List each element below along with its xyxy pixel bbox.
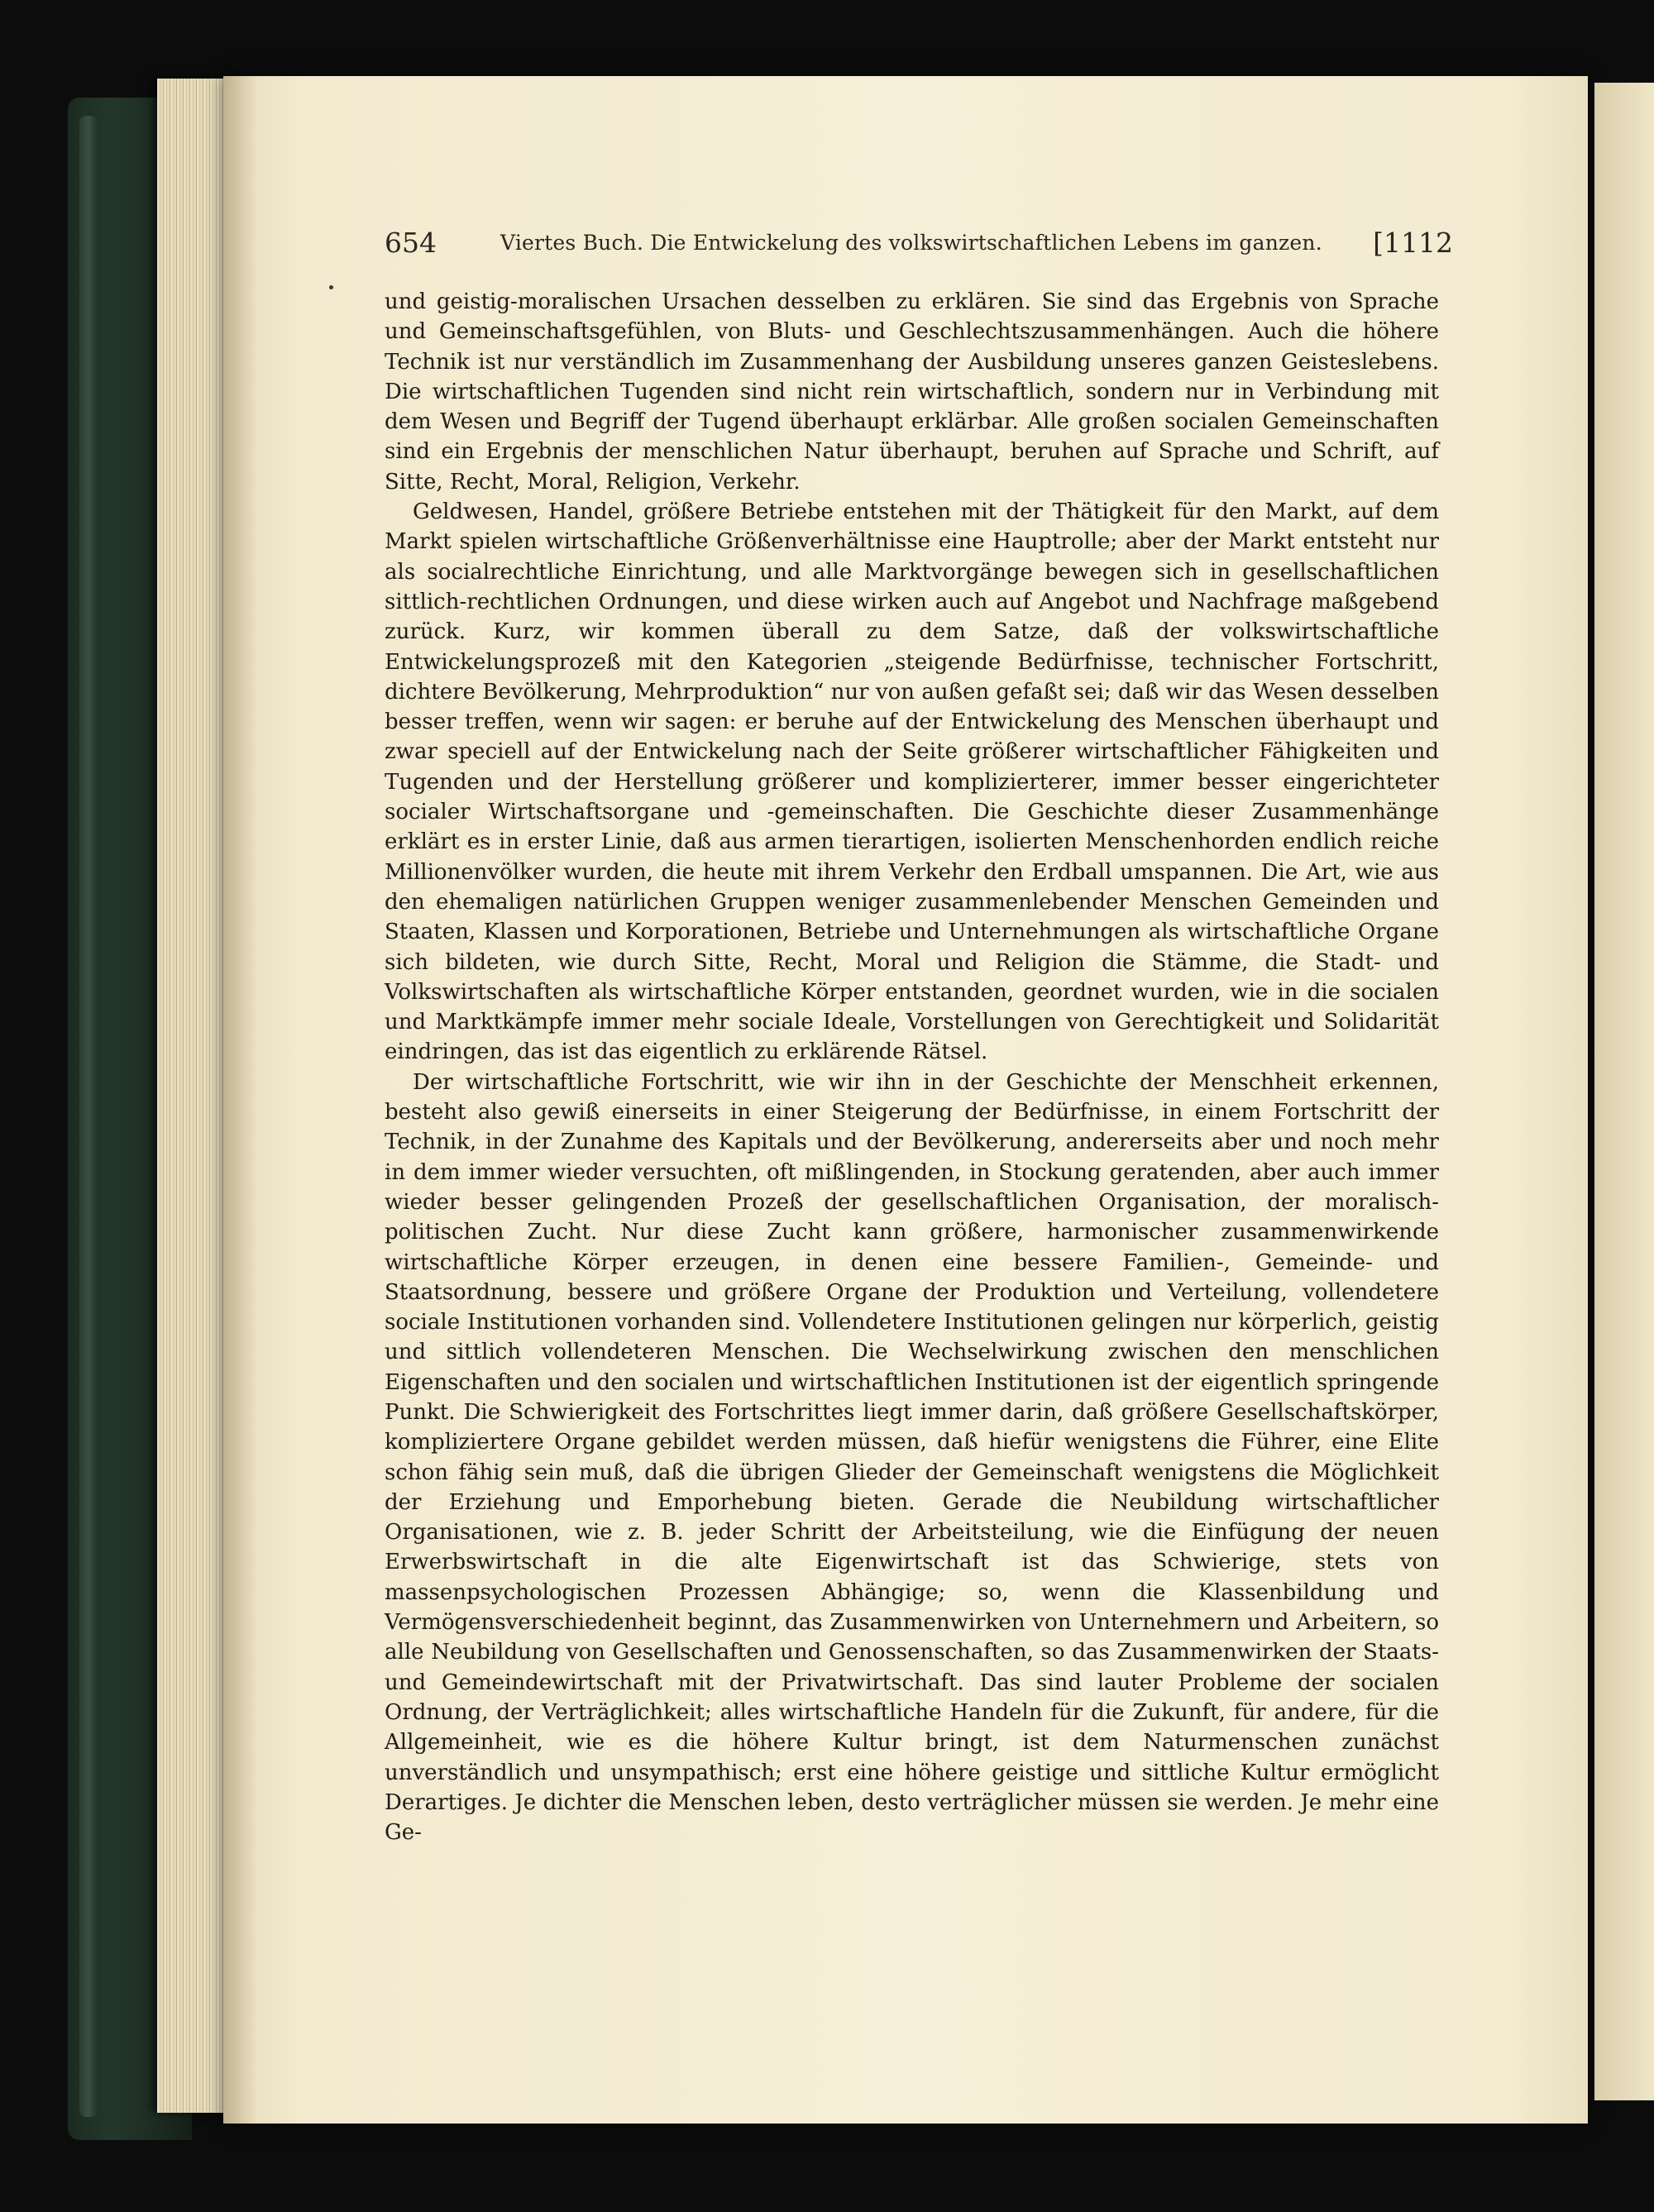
running-head: Viertes Buch. Die Entwickelung des volkswirtschaftlichen Lebens im ganzen.: [500, 231, 1322, 255]
margin-dot: [329, 285, 333, 289]
facing-page-edge: [1594, 83, 1654, 2100]
page-header: [385, 225, 1451, 261]
page-number: 654: [385, 227, 437, 259]
reference-number: [1112: [1373, 227, 1453, 259]
book-spine-edge: [79, 116, 98, 2117]
paragraph: Geldwesen, Handel, größere Betriebe entstehen mit der Thätigkeit für den Markt, auf dem Markt spielen wirtschaftliche Größenverhältnisse eine Hauptrolle; aber der Markt entsteht nur als socialrechtliche Einrichtung, und alle Marktvorgänge bewegen sich in gesellschaftlichen sittlich-rechtlichen Ordnungen, und diese wirken auch auf Angebot und Nachfrage maßgebend zurück. Kurz, wir kommen überall zu dem Satze, daß der volkswirtschaftliche Entwickelungsprozeß mit den Kategorien „steigende Bedürfnisse, technischer Fortschritt, dichtere Bevölkerung, Mehrproduktion“ nur von außen gefaßt sei; daß wir das Wesen desselben besser treffen, wenn wir sagen: er beruhe auf der Entwickelung des Menschen überhaupt und zwar speciell auf der Entwickelung nach der Seite größerer wirtschaftlicher Fähigkeiten und Tugenden und der Herstellung größerer und komplizierterer, immer besser eingerichteter socialer Wirtschaftsorgane und -gemeinschaften. Die Geschichte dieser Zusammenhänge erklärt es in erster Linie, daß aus armen tierartigen, isolierten Menschenhorden endlich reiche Millionenvölker wurden, die heute mit ihrem Verkehr den Erdball umspannen. Die Art, wie aus den ehemaligen natürlichen Gruppen weniger zusammenlebender Menschen Gemeinden und Staaten, Klassen und Korporationen, Betriebe und Unternehmungen als wirtschaftliche Organe sich bildeten, wie durch Sitte, Recht, Moral und Religion die Stämme, die Stadt- und Volkswirtschaften als wirtschaftliche Körper entstanden, geordnet wurden, wie in die socialen und Marktkämpfe immer mehr sociale Ideale, Vorstellungen von Gerechtigkeit und Solidarität eindringen, das ist das eigentlich zu erklärende Rätsel.: [385, 499, 1439, 1065]
gutter-shadow: [223, 76, 256, 2124]
paragraph: Der wirtschaftliche Fortschritt, wie wir ihn in der Geschichte der Menschheit erkennen, besteht also gewiß einerseits in einer Steigerung der Bedürfnisse, in einem Fortschritt der Technik, in der Zunahme des Kapitals und der Bevölkerung, andererseits aber und noch mehr in dem immer wieder versuchten, oft mißlingenden, in Stockung geratenden, aber auch immer wieder besser gelingenden Prozeß der gesellschaftlichen Organisation, der moralisch-politischen Zucht. Nur diese Zucht kann größere, harmonischer zusammenwirkende wirtschaftliche Körper erzeugen, in denen eine bessere Familien-, Gemeinde- und Staatsordnung, bessere und größere Organe der Produktion und Verteilung, vollendetere sociale Institutionen vorhanden sind. Vollendetere Institutionen gelingen nur körperlich, geistig und sittlich vollendeteren Menschen. Die Wechselwirkung zwischen den menschlichen Eigenschaften und den socialen und wirtschaftlichen Institutionen ist der eigentlich springende Punkt. Die Schwierigkeit des Fortschrittes liegt immer darin, daß größere Gesellschaftskörper, kompliziertere Organe gebildet werden müssen, daß hiefür wenigstens die Führer, eine Elite schon fähig sein muß, daß die übrigen Glieder der Gemeinschaft wenigstens die Möglichkeit der Erziehung und Emporhebung bieten. Gerade die Neubildung wirtschaftlicher Organisationen, wie z. B. jeder Schritt der Arbeitsteilung, wie die Einfügung der neuen Erwerbswirtschaft in die alte Eigenwirtschaft ist das Schwierige, stets von massenpsychologischen Prozessen Abhängige; so, wenn die Klassenbildung und Vermögensverschiedenheit beginnt, das Zusammenwirken von Unternehmern und Arbeitern, so alle Neubildung von Gesellschaften und Genossenschaften, so das Zusammenwirken der Staats- und Gemeindewirtschaft mit der Privatwirtschaft. Das sind lauter Probleme der socialen Ordnung, der Verträglichkeit; alles wirtschaftliche Handeln für die Zukunft, für andere, für die Allgemeinheit, wie es die höhere Kultur bringt, ist dem Naturmenschen zunächst unverständlich und unsympathisch; erst eine höhere geistige und sittliche Kultur ermöglicht Derartiges. Je dichter die Menschen leben, desto verträglicher müssen sie werden. Je mehr eine Ge-: [385, 1069, 1439, 1846]
body-text: [385, 287, 1439, 1847]
paragraph: und geistig-moralischen Ursachen desselben zu erklären. Sie sind das Ergebnis von Sprache und Gemeinschaftsgefühlen, von Bluts- und Geschlechtszusammenhängen. Auch die höhere Technik ist nur verständlich im Zusammenhang der Ausbildung unseres ganzen Geisteslebens. Die wirtschaftlichen Tugenden sind nicht rein wirtschaftlich, sondern nur in Verbindung mit dem Wesen und Begriff der Tugend überhaupt erklärbar. Alle großen socialen Gemeinschaften sind ein Ergebnis der menschlichen Natur überhaupt, beruhen auf Sprache und Schrift, auf Sitte, Recht, Moral, Religion, Verkehr.: [385, 289, 1439, 494]
